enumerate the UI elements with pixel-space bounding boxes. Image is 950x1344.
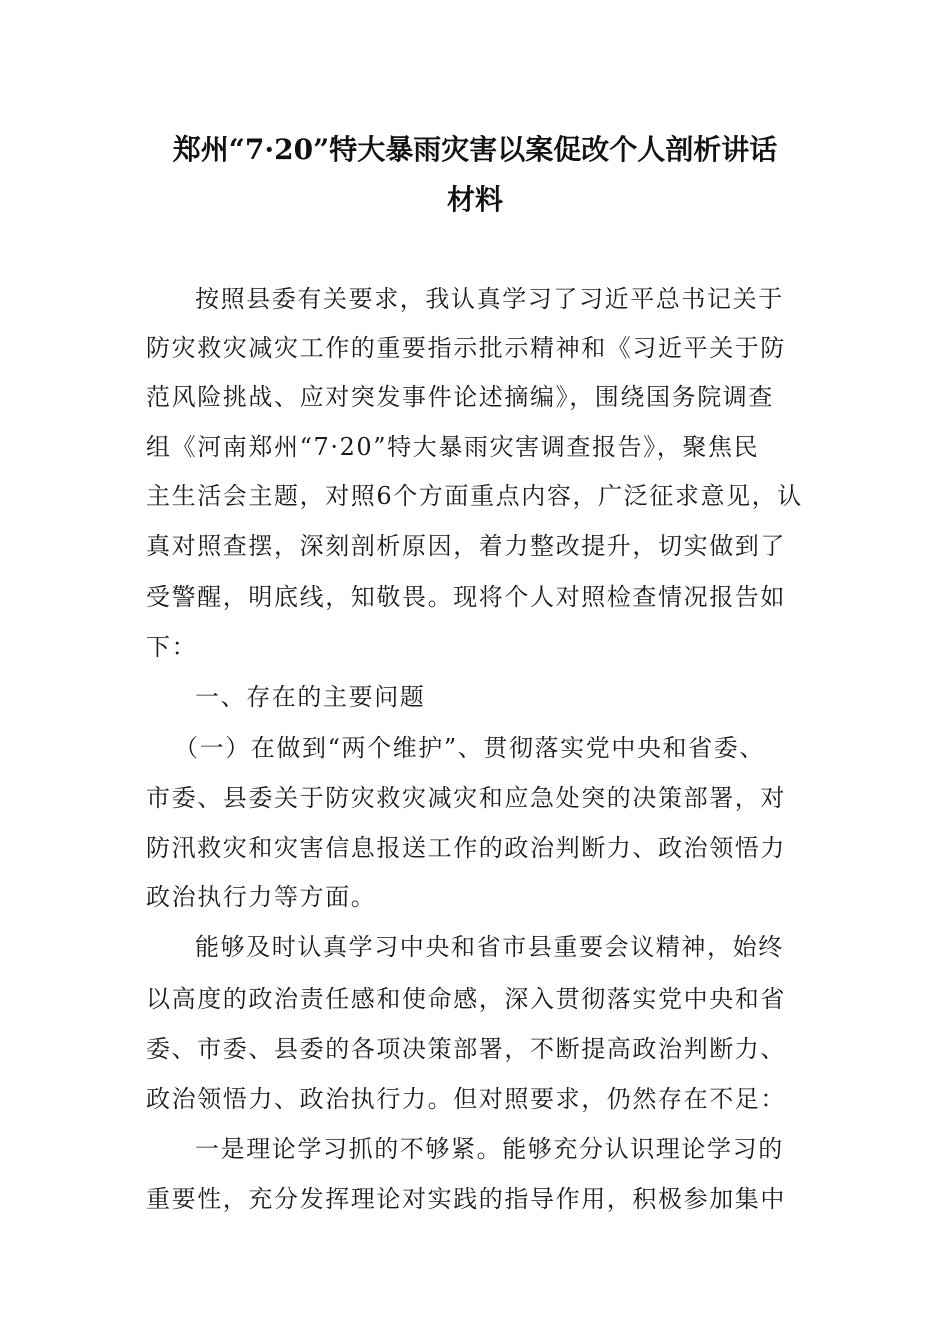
body-line: 委、市委、县委的各项决策部署，不断提高政治判断力、 [146, 1035, 786, 1063]
body-line: 以高度的政治责任感和使命感，深入贯彻落实党中央和省 [146, 985, 786, 1013]
body-line: 真对照查摆，深刻剖析原因，着力整改提升，切实做到了 [146, 532, 786, 560]
body-line: 重要性，充分发挥理论对实践的指导作用，积极参加集中 [146, 1185, 786, 1213]
body-line: 政治执行力等方面。 [146, 883, 377, 911]
body-line: 按照县委有关要求，我认真学习了习近平总书记关于 [195, 285, 784, 313]
document-title-line-1: 郑州“7·20”特大暴雨灾害以案促改个人剖析讲话 [172, 133, 778, 166]
body-line: 防汛救灾和灾害信息报送工作的政治判断力、政治领悟力 [146, 834, 786, 862]
body-line: 受警醒，明底线，知敬畏。现将个人对照检查情况报告如 [146, 583, 786, 611]
body-line: 能够及时认真学习中央和省市县重要会议精神，始终 [195, 933, 784, 961]
subsection-heading: （一）在做到“两个维护”、贯彻落实党中央和省委、 [174, 734, 765, 762]
body-line: 主生活会主题，对照6个方面重点内容，广泛征求意见，认 [146, 482, 803, 510]
body-line: 下： [146, 633, 198, 661]
body-line: 防灾救灾减灾工作的重要指示批示精神和《习近平关于防 [146, 334, 786, 362]
body-line: 政治领悟力、政治执行力。但对照要求，仍然存在不足： [146, 1085, 786, 1113]
body-line: 一是理论学习抓的不够紧。能够充分认识理论学习的 [195, 1135, 784, 1163]
body-line: 组《河南郑州“7·20”特大暴雨灾害调查报告》，聚焦民 [146, 433, 760, 461]
body-line: 范风险挑战、应对突发事件论述摘编》，围绕国务院调查 [146, 383, 774, 411]
section-heading: 一、存在的主要问题 [195, 683, 426, 711]
document-title-line-2: 材料 [446, 183, 503, 216]
body-line: 市委、县委关于防灾救灾减灾和应急处突的决策部署，对 [146, 784, 786, 812]
